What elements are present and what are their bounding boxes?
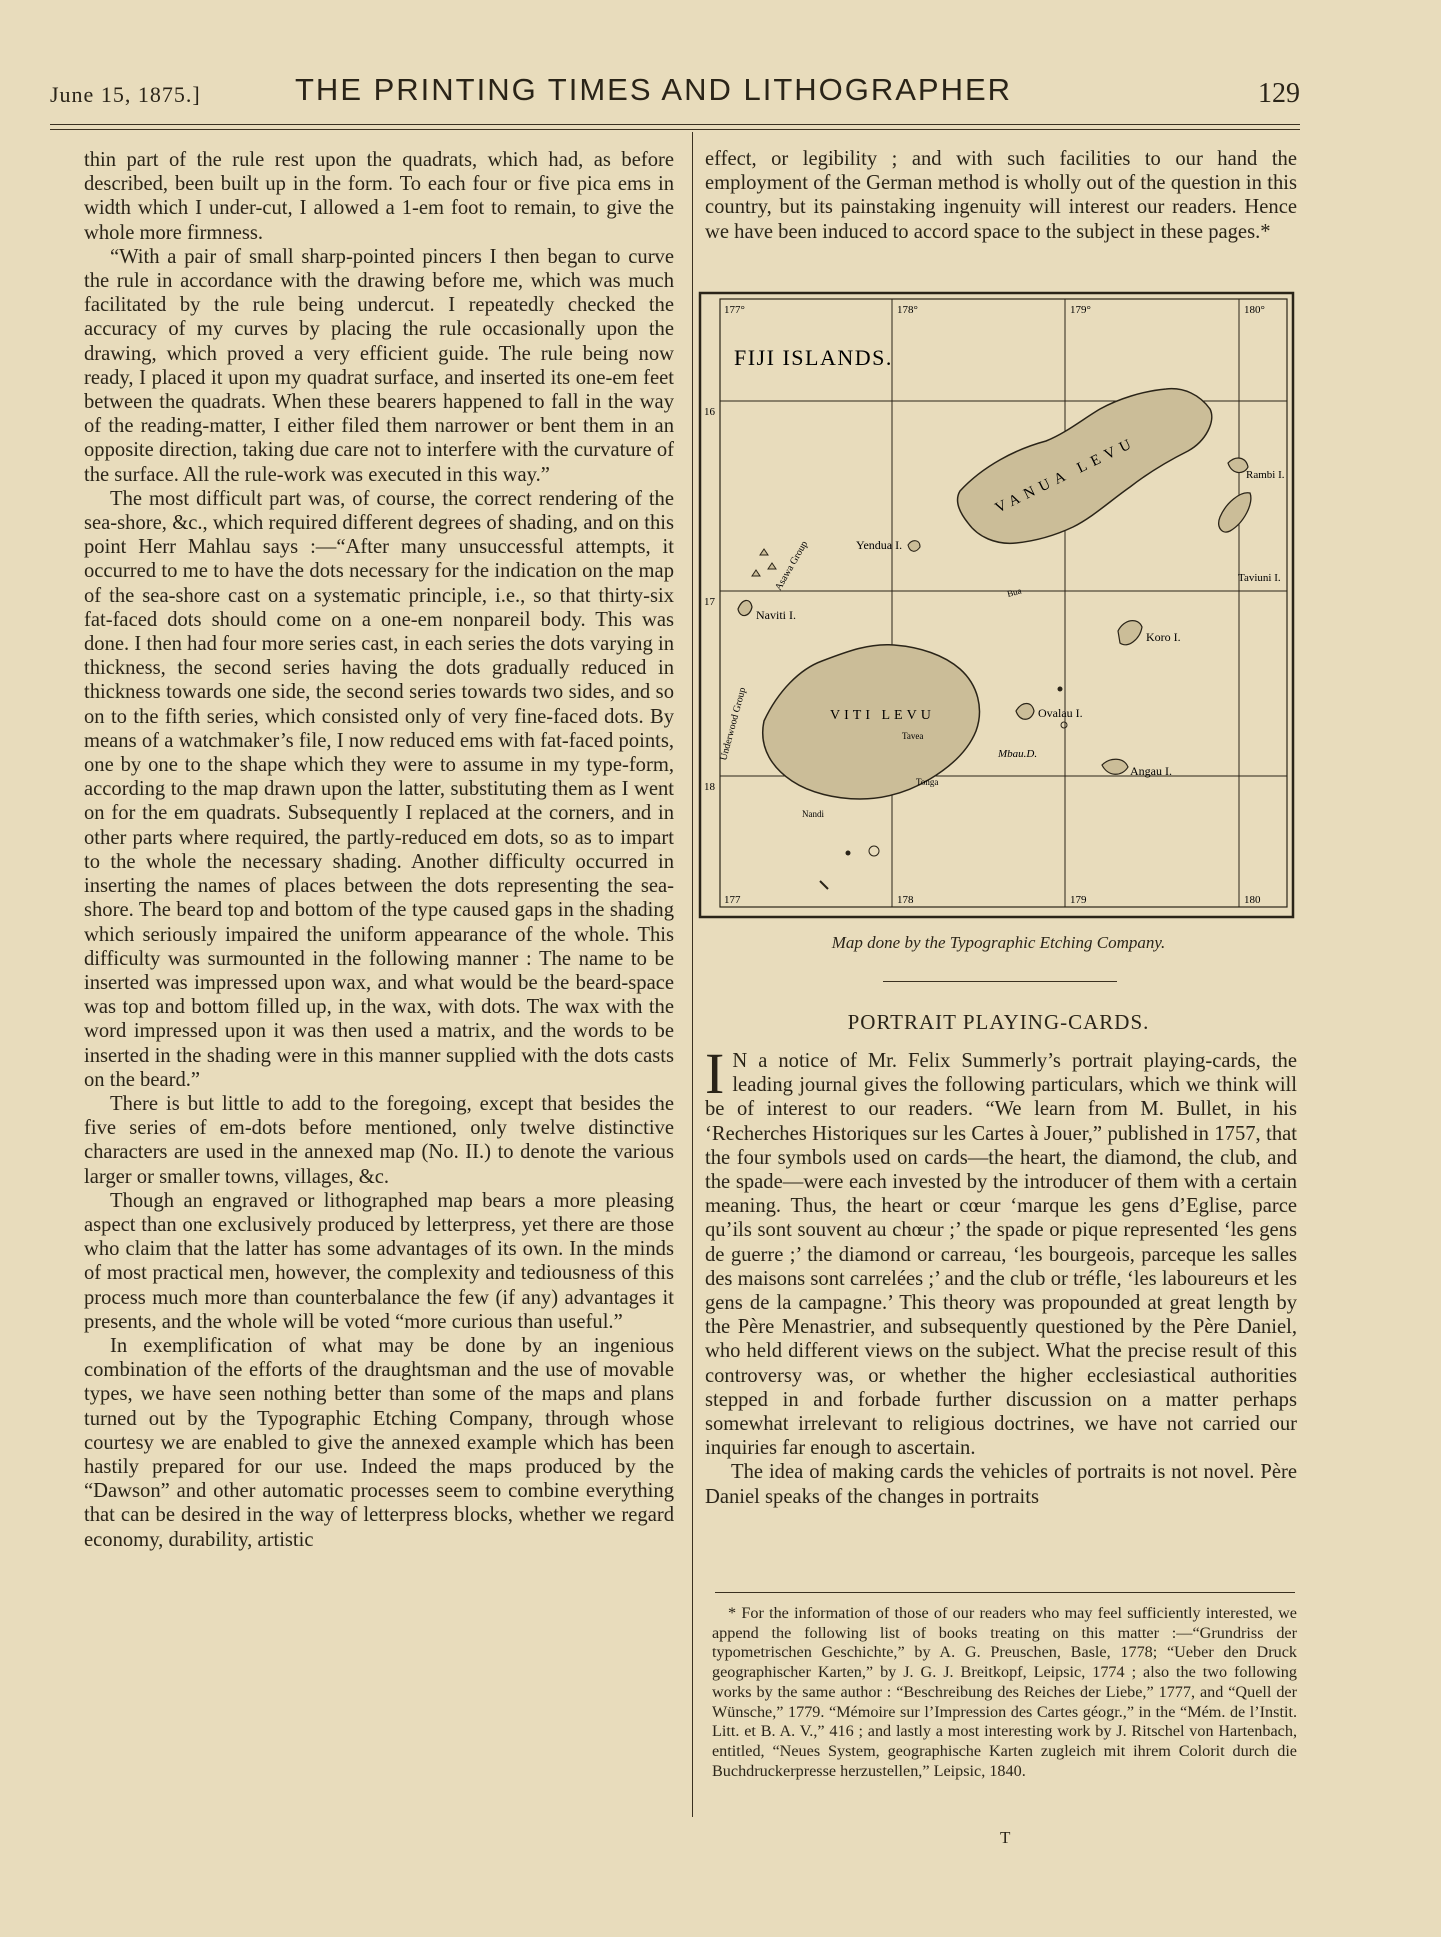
map-title: FIJI ISLANDS. <box>734 345 893 370</box>
map-label-underwood: Underwood Group <box>718 686 749 762</box>
signature-mark: T <box>1000 1828 1011 1847</box>
map-label-koro: Koro I. <box>1146 630 1181 644</box>
map-figure <box>698 291 1295 919</box>
ovalau-island <box>1016 704 1034 720</box>
map-label-vanua-levu: VANUA LEVU <box>992 434 1140 517</box>
issue-date: June 15, 1875.] <box>50 82 201 107</box>
left-paragraph: The most difficult part was, of course, the correct rendering of the sea-shore, &c., which required different degrees of shading, and on this point Herr Mahlau says :—“After many unsuccessful attempts, it occurred to me to have the dots necessary for the indication on the map of the sea-shore cast on a systematic principle, i.e., so that thirty-six fat-faced dots should come on a one-em nonpareil body. This was done. I then had four more series cast, in each series the dots varying in thickness, the second series having the dots gradually reduced in thickness towards one side, the second series towards two sides, and so on to the fifth series, which consisted only of very fine-faced dots. By means of a watchmaker’s file, I now reduced ems with fat-faced points, one by one to the shape which they were to assume in my type-form, according to the map drawn upon the latter, substituting them as I went on for the em quadrats. Subsequently I replaced at the corners, and in other parts where required, the partly-reduced em dots, so as to impart to the whole the necessary shading. Another difficulty occurred in inserting the names of places between the dots representing the sea-shore. The beard top and bottom of the type caused gaps in the shading which seriously impaired the uniform appearance of the whole. This difficulty was surmounted in the following manner : The name to be inserted was impressed upon wax, and what would be the beard-space was top and bottom filled up, in the wax, with dots. The wax with the word impressed upon it was then used a matrix, and the words to be inserted in the shading were in this manner supplied with the dots casts on the beard.” <box>84 487 674 1091</box>
islet <box>846 851 851 856</box>
left-paragraph: Though an engraved or lithographed map bears a more pleasing aspect than one exclusively produced by letterpress, yet there are those who claim that the latter has some advantages of its own. In the minds of most practical men, however, the complexity and tediousness of this process much more than counterbalance the few (if any) advantages it presents, and the whole will be voted “more curious than useful.” <box>84 1189 674 1333</box>
section-title: PORTRAIT PLAYING-CARDS. <box>847 1010 1150 1034</box>
map-label-tavea: Tavea <box>902 731 924 741</box>
map-label-viti-levu: VITI LEVU <box>830 708 935 723</box>
left-column <box>84 148 674 1552</box>
map-label-angau: Angau I. <box>1130 764 1172 778</box>
map-label-naviti: Naviti I. <box>756 608 796 622</box>
section-paragraph: N a notice of Mr. Felix Summerly’s portrait playing-cards, the leading journal gives the following particulars, which we think will be of interest to our readers. “We learn from M. Bullet, in his ‘Recherches Historiques sur les Cartes à Jouer,” published in 1757, that the four symbols used on cards—the heart, the diamond, the club, and the spade—were each invested by the introducer of them with a certain meaning. Thus, the heart or cœur ‘marque les gens d’Eglise, parce qu’ils sont souvent au chœur ;’ the spade or pique represented ‘les gens de guerre ;’ the diamond or carreau, ‘les bourgeois, parceque les salles des maisons sont carrelées ;’ and the club or tréfle, ‘les laboureurs et les gens de la campagne.’ This theory was propounded at great length by the Père Menastrier, and subsequently questioned by the Père Daniel, who held different views on the subject. What the precise result of this controversy was, or whether the higher ecclesiastical authorities stepped in and forbade further discussion on a matter perhaps somewhat irrelevant to religious doctrines, we have not carried our inquiries far enough to ascertain. <box>705 1050 1297 1460</box>
footnote-rule <box>715 1592 1295 1593</box>
lon-label: 179 <box>1070 894 1087 906</box>
right-column-top <box>705 147 1297 244</box>
section-separator <box>883 981 1117 982</box>
map-label-mbau: Mbau.D. <box>998 748 1038 760</box>
lon-label: 180 <box>1244 894 1261 906</box>
fiji-map <box>698 291 1295 919</box>
map-label-taviuni: Taviuni I. <box>1238 572 1281 584</box>
lon-label: 180° <box>1244 304 1265 316</box>
lon-label: 177° <box>724 304 745 316</box>
section-paragraph: The idea of making cards the vehicles of portraits is not novel. Père Daniel speaks of the changes in portraits <box>705 1461 1297 1508</box>
footnote <box>712 1604 1297 1781</box>
islet <box>820 881 828 889</box>
rambi-island <box>1228 458 1248 473</box>
lon-label: 178 <box>897 894 914 906</box>
running-header <box>50 72 1300 112</box>
header-rule-bottom <box>50 129 1300 130</box>
naviti-island <box>738 600 752 615</box>
islet <box>1061 722 1067 728</box>
lat-label: 17 <box>704 596 715 608</box>
yendua-island <box>908 541 920 552</box>
lon-label: 179° <box>1070 304 1091 316</box>
map-caption: Map done by the Typographic Etching Company. <box>831 933 1166 952</box>
footnote-text: * For the information of those of our readers who may feel sufficiently interested, we append the following list of books treating on this matter :—“Grundriss der typometrischen Geschichte,” by A. G. Preuschen, Basle, 1778; “Ueber den Druck geographischer Karten,” by J. G. J. Breitkopf, Leipsic, 1774 ; also the two following works by the same author : “Beschreibung des Reiches der Liebe,” 1777, and “Quell der Wünsche,” 1779. “Mémoire sur l’Impression des Cartes géogr.,” in the “Mém. de l’Instit. Litt. et B. A. V.,” 416 ; and lastly a most interesting work by J. Ritschel von Hartenbach, entitled, “Neues System, geographische Karten zugleich mit ihrem Colorit durch die Buchdruckerpresse herzustellen,” Leipsic, 1840. <box>712 1604 1297 1780</box>
map-label-rambi: Rambi I. <box>1246 469 1285 481</box>
left-paragraph: thin part of the rule rest upon the quadrats, which had, as before described, been built up in the form. To each four or five pica ems in width which I under-cut, I allowed a 1-em foot to remain, to give the whole more firmness. <box>84 149 674 244</box>
lat-label: 18 <box>704 781 715 793</box>
left-paragraph: There is but little to add to the foregoing, except that besides the five series of em-dots before mentioned, only twelve distinctive characters are used in the annexed map (No. II.) to denote the various larger or smaller towns, villages, &c. <box>84 1092 674 1188</box>
right-column-bottom <box>705 1041 1297 1509</box>
page-number: 129 <box>1258 78 1300 109</box>
drop-cap: I <box>705 1041 725 1106</box>
asawa-islets <box>752 549 776 576</box>
column-divider <box>692 132 693 1817</box>
map-label-tonga: Tonga <box>916 777 939 787</box>
left-paragraph: “With a pair of small sharp-pointed pincers I then began to curve the rule in accordance with the drawing before me, which was much facilitated by the rule being undercut. I repeatedly checked the accuracy of my curves by placing the rule occasionally upon the drawing, which proved a very efficient guide. The rule being now ready, I placed it upon my quadrat surface, and inserted its one-em feet between the quadrats. When these bearers happened to fall in the way of the reading-matter, I either filed them narrower or bent them in an opposite direction, taking due care not to interfere with the curvature of the surface. All the rule-work was executed in this way.” <box>84 245 674 486</box>
angau-island <box>1102 759 1128 774</box>
header-rule-top <box>50 124 1300 125</box>
map-label-yendua: Yendua I. <box>856 538 903 552</box>
map-label-bua: Bua <box>1005 585 1023 599</box>
map-label-asawa: Asawa Group <box>773 539 811 593</box>
islet <box>869 846 879 856</box>
koro-island <box>1118 621 1142 645</box>
lon-label: 178° <box>897 304 918 316</box>
right-paragraph: effect, or legibility ; and with such facilities to our hand the employment of the German method is wholly out of the question in this country, but its painstaking ingenuity will interest our readers. Hence we have been induced to accord space to the subject in these pages.* <box>705 148 1297 243</box>
islet <box>1058 687 1063 692</box>
taviuni-island <box>1219 493 1251 532</box>
map-label-nandi: Nandi <box>802 809 824 819</box>
left-paragraph: In exemplification of what may be done by an ingenious combination of the efforts of the draughtsman and the use of movable types, we have seen nothing better than some of the maps and plans turned out by the Typographic Etching Company, through whose courtesy we are enabled to give the annexed example which has been hastily prepared for our use. Indeed the maps produced by the “Dawson” and other automatic processes seem to combine everything that can be desired in the way of letterpress blocks, whether we regard economy, durability, artistic <box>84 1334 674 1551</box>
lon-label: 177 <box>724 894 741 906</box>
lat-label: 16 <box>704 406 715 418</box>
journal-title: THE PRINTING TIMES AND LITHOGRAPHER <box>295 72 1013 107</box>
map-label-ovalau: Ovalau I. <box>1038 706 1083 720</box>
